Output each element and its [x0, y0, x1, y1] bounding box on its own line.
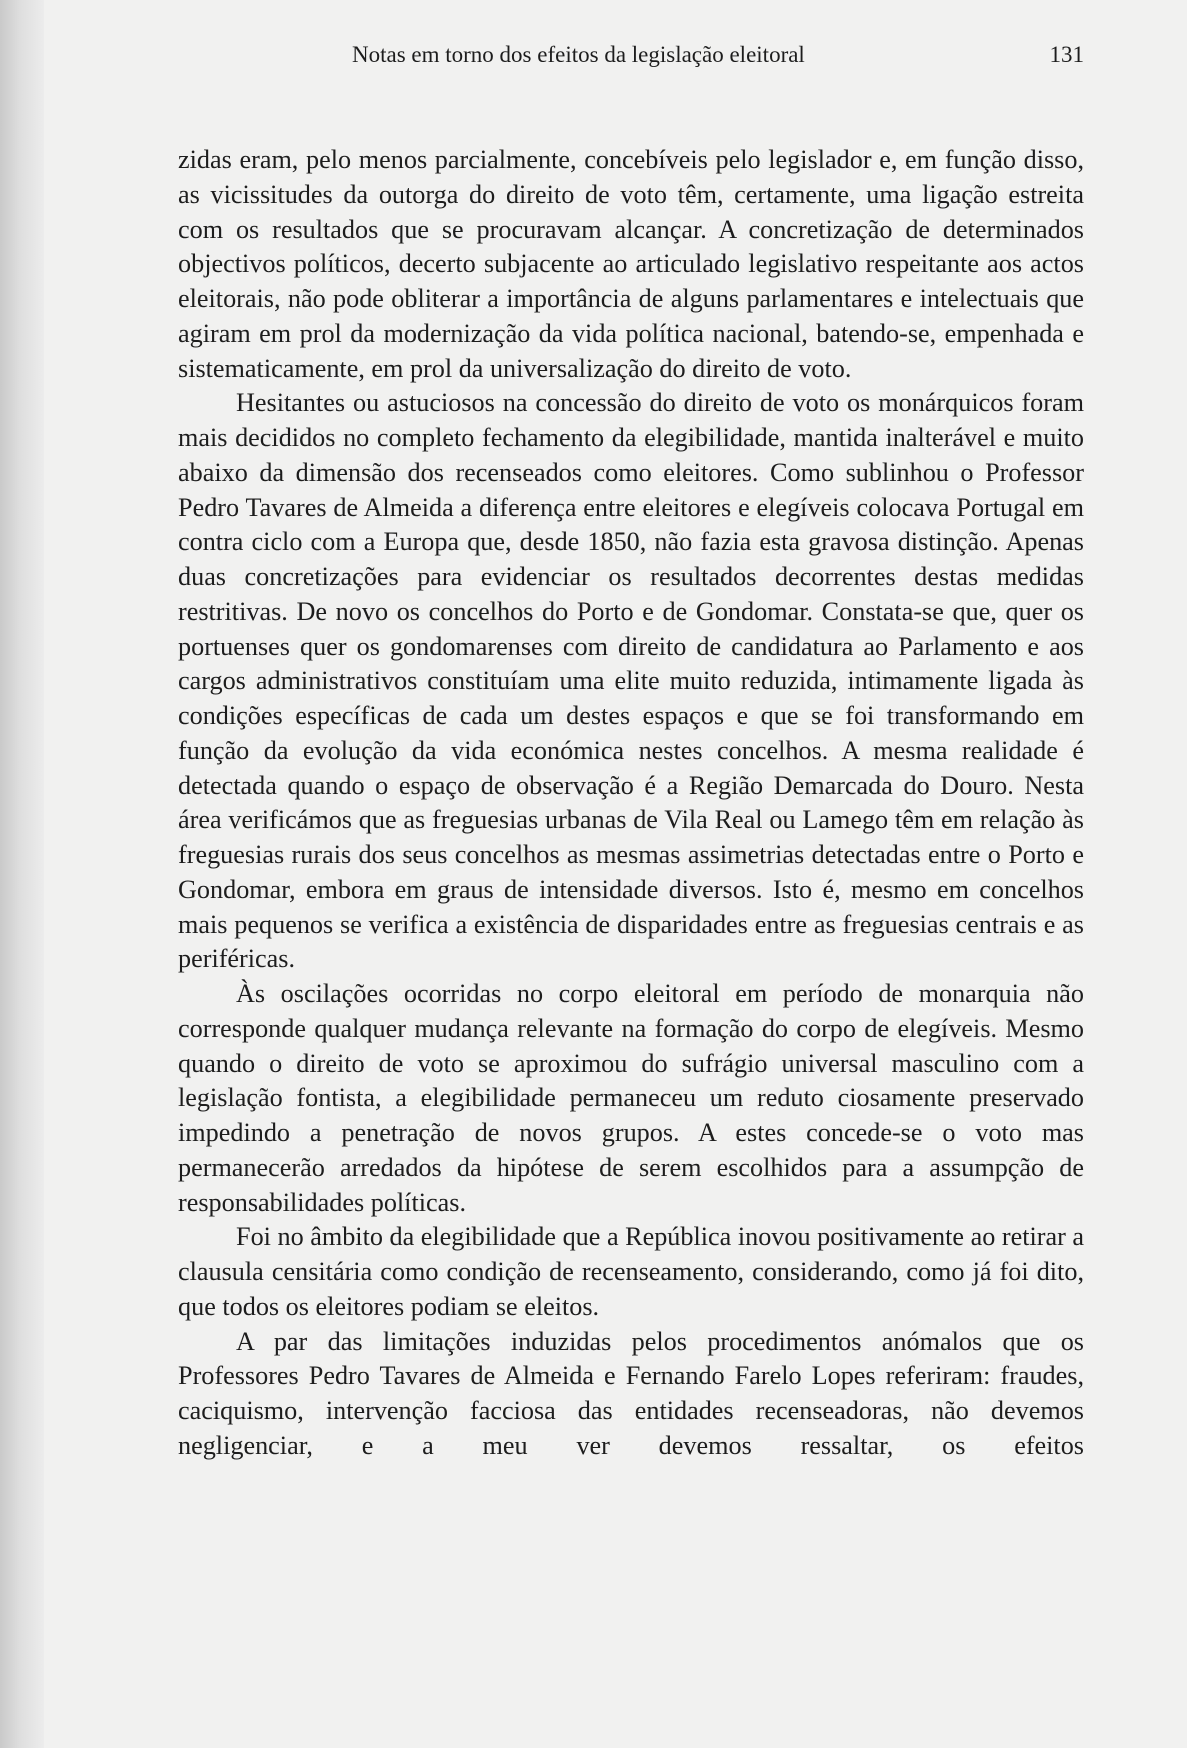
page-number: 131 [1049, 42, 1084, 67]
paragraph-3: Às oscilações ocorridas no corpo eleitoral em período de monarquia não corresponde qualquer mudança relevante na formação do corpo de elegíveis. Mesmo quando o direito de voto se aproximou do sufrágio universal masculino com a legislação fontista, a elegibilidade permaneceu um reduto ciosamente preservado impedindo a penetração de novos grupos. A estes concede-se o voto mas permanecerão arredados da hipótese de serem escolhidos para a assumpção de responsabilidades políticas. [178, 979, 1084, 1217]
paragraph-4: Foi no âmbito da elegibilidade que a República inovou positivamente ao retirar a clausula censitária como condição de recenseamento, considerando, como já foi dito, que todos os eleitores podiam se eleitos. [178, 1222, 1084, 1321]
page-header [178, 42, 1084, 74]
body-text [178, 143, 1084, 1464]
paragraph-1: zidas eram, pelo menos parcialmente, concebíveis pelo legislador e, em função disso, as vicissitudes da outorga do direito de voto têm, certamente, uma ligação estreita com os resultados que se procuravam alcançar. A concretização de determinados objectivos políticos, decerto subjacente ao articulado legislativo respeitante aos actos eleitorais, não pode obliterar a importância de alguns parlamentares e intelectuais que agiram em prol da modernização da vida política nacional, batendo-se, empenhada e sistematicamente, em prol da universalização do direito de voto. [178, 145, 1084, 383]
running-title: Notas em torno dos efeitos da legislação eleitoral [352, 42, 805, 67]
paragraph-2: Hesitantes ou astuciosos na concessão do direito de voto os monárquicos foram mais decididos no completo fechamento da elegibilidade, mantida inalterável e muito abaixo da dimensão dos recenseados como eleitores. Como sublinhou o Professor Pedro Tavares de Almeida a diferença entre eleitores e elegíveis colocava Portugal em contra ciclo com a Europa que, desde 1850, não fazia esta gravosa distinção. Apenas duas concretizações para evidenciar os resultados decorrentes destas medidas restritivas. De novo os concelhos do Porto e de Gondomar. Constata-se que, quer os portuenses quer os gondomarenses com direito de candidatura ao Parlamento e aos cargos administrativos constituíam uma elite muito reduzida, intimamente ligada às condições específicas de cada um destes espaços e que se foi transformando em função da evolução da vida económica nestes concelhos. A mesma realidade é detectada quando o espaço de observação é a Região Demarcada do Douro. Nesta área verificámos que as freguesias urbanas de Vila Real ou Lamego têm em relação às freguesias rurais dos seus concelhos as mesmas assimetrias detectadas entre o Porto e Gondomar, embora em graus de intensidade diversos. Isto é, mesmo em concelhos mais pequenos se verifica a existência de disparidades entre as freguesias centrais e as periféricas. [178, 388, 1084, 974]
paragraph-5: A par das limitações induzidas pelos procedimentos anómalos que os Professores Pedro Tavares de Almeida e Fernando Farelo Lopes referiram: fraudes, caciquismo, intervenção facciosa das entidades recenseadoras, não devemos negligenciar, e a meu ver devemos ressaltar, os efeitos [178, 1326, 1084, 1460]
binding-shadow [0, 0, 44, 1748]
